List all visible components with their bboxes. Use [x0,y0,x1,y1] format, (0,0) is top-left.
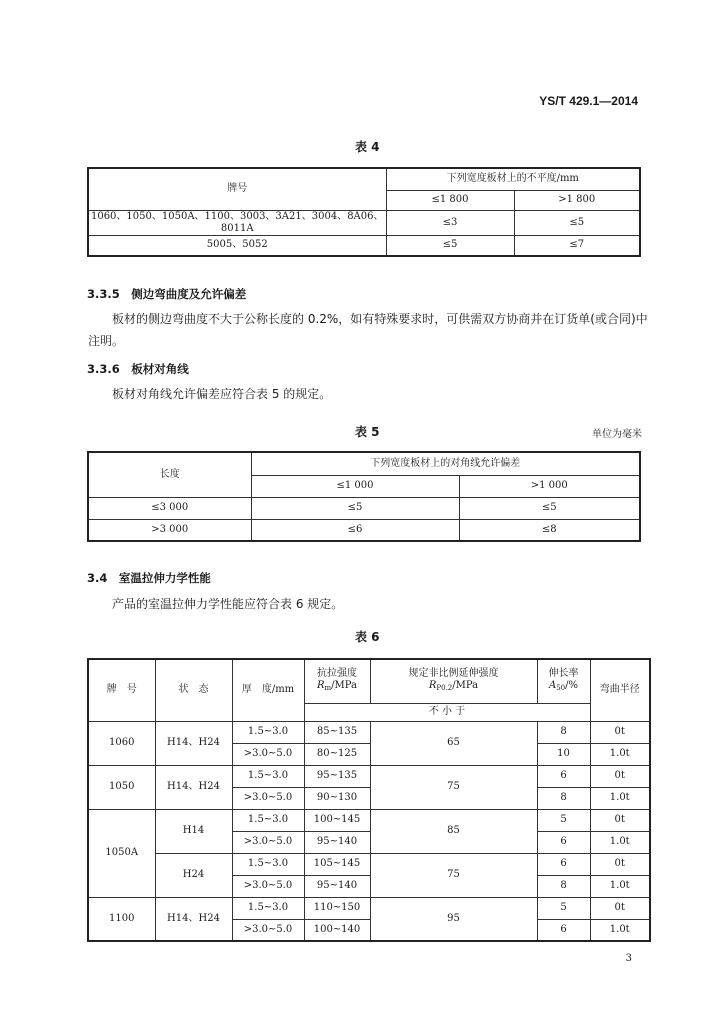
table6 [87,658,651,942]
table6-bend-cell: 0t [590,721,650,743]
table5-subheader: ≤1 000 [251,475,459,497]
table6-thickness-cell: >3.0~5.0 [232,787,304,809]
table6-header-tensile [304,659,370,703]
table6-bend-cell: 0t [590,765,650,787]
table6-temper-cell: H14、H24 [155,765,232,809]
table6-bend-cell: 1.0t [590,787,650,809]
table5-value-cell: ≤6 [251,519,459,541]
table4-header-group: 下列宽度板材上的不平度/mm [386,168,640,190]
table6-tensile-cell: 95~140 [304,831,370,853]
table6-elong-cell: 8 [537,721,590,743]
table4-caption: 表 4 [355,140,380,154]
table6-elong-cell: 8 [537,875,590,897]
table6-header-grade: 牌 号 [88,659,155,721]
section-3-4-title: 3.4 室温拉伸力学性能 [87,571,211,585]
table6-header-yield [370,659,537,703]
table6-caption: 表 6 [355,630,380,644]
standard-code: YS/T 429.1—2014 [539,94,638,108]
table6-header-thickness: 厚 度/mm [232,659,304,721]
yield-label: 规定非比例延伸强度 [408,668,499,680]
table6-elong-cell: 5 [537,809,590,831]
table6-grade-cell: 1050A [88,809,155,897]
table4-value-cell: ≤3 [386,210,514,235]
table4-grade-cell: 5005、5052 [88,235,386,256]
table6-tensile-cell: 80~125 [304,743,370,765]
table6-grade-cell: 1050 [88,765,155,809]
table6-grade-cell: 1060 [88,721,155,765]
table-row [88,721,650,743]
section-3-3-6-title: 3.3.6 板材对角线 [87,362,189,376]
table6-yield-cell: 95 [370,897,537,941]
table6-temper-cell: H14 [155,809,232,853]
table6-tensile-cell: 110~150 [304,897,370,919]
table4-value-cell: ≤5 [514,210,640,235]
table5-length-cell: >3 000 [88,519,251,541]
table-row [88,853,650,875]
table6-tensile-cell: 95~135 [304,765,370,787]
table5 [87,451,641,542]
tensile-symbol: $R_m$/MPa [316,680,358,693]
table6-thickness-cell: 1.5~3.0 [232,721,304,743]
table4-grade-cell: 1060、1050、1050A、1100、3003、3A21、3004、8A06、8011A [88,210,386,235]
table6-bend-cell: 1.0t [590,875,650,897]
table6-yield-cell: 75 [370,765,537,809]
section-3-3-5-title: 3.3.5 侧边弯曲度及允许偏差 [87,287,247,301]
section-3-3-5-body: 板材的侧边弯曲度不大于公称长度的 0.2%，如有特殊要求时，可供需双方协商并在订货单(或合同)中注明。 [88,312,648,348]
table5-value-cell: ≤5 [459,497,640,519]
table4-value-cell: ≤7 [514,235,640,256]
table-row [88,497,640,519]
table6-grade-cell: 1100 [88,897,155,941]
table5-caption: 表 5 [355,425,380,439]
table6-elong-cell: 8 [537,787,590,809]
table6-elong-cell: 6 [537,919,590,941]
table5-unit: 单位为毫米 [592,429,642,440]
section-3-3-6-body: 板材对角线允许偏差应符合表 5 的规定。 [112,387,332,401]
table-row [88,519,640,541]
table4 [87,167,641,257]
table-row [88,809,650,831]
table6-tensile-cell: 105~145 [304,853,370,875]
table6-tensile-cell: 100~145 [304,809,370,831]
table6-thickness-cell: 1.5~3.0 [232,765,304,787]
table6-yield-cell: 75 [370,853,537,897]
table6-bend-cell: 0t [590,897,650,919]
table6-elong-cell: 6 [537,831,590,853]
table6-temper-cell: H24 [155,853,232,897]
table6-bend-cell: 0t [590,809,650,831]
table6-elong-cell: 6 [537,853,590,875]
table6-elong-cell: 10 [537,743,590,765]
table6-temper-cell: H14、H24 [155,897,232,941]
table6-elong-cell: 6 [537,765,590,787]
table6-not-less-than: 不 小 于 [304,703,590,721]
table6-yield-cell: 85 [370,809,537,853]
table4-subheader: >1 800 [514,190,640,210]
table-row [88,235,640,256]
tensile-label: 抗拉强度 [317,668,357,680]
table6-thickness-cell: >3.0~5.0 [232,743,304,765]
table6-thickness-cell: 1.5~3.0 [232,809,304,831]
page-number: 3 [625,953,632,964]
table5-value-cell: ≤8 [459,519,640,541]
table6-thickness-cell: 1.5~3.0 [232,897,304,919]
table4-subheader: ≤1 800 [386,190,514,210]
table6-thickness-cell: >3.0~5.0 [232,831,304,853]
table5-length-cell: ≤3 000 [88,497,251,519]
table6-thickness-cell: >3.0~5.0 [232,875,304,897]
elong-label: 伸长率 [548,668,579,680]
table-row [88,765,650,787]
section-3-4-body: 产品的室温拉伸力学性能应符合表 6 规定。 [112,597,344,611]
table6-bend-cell: 1.0t [590,831,650,853]
table6-bend-cell: 0t [590,853,650,875]
table6-thickness-cell: 1.5~3.0 [232,853,304,875]
table6-tensile-cell: 95~140 [304,875,370,897]
table6-tensile-cell: 100~140 [304,919,370,941]
table6-bend-cell: 1.0t [590,743,650,765]
table5-header-length: 长度 [88,452,251,497]
table6-header-bend: 弯曲半径 [590,659,650,721]
table6-bend-cell: 1.0t [590,919,650,941]
table6-header-temper: 状 态 [155,659,232,721]
table5-value-cell: ≤5 [251,497,459,519]
table5-subheader: >1 000 [459,475,640,497]
yield-symbol: $R_{P0.2}$/MPa [428,680,479,693]
table6-header-elong [537,659,590,703]
table6-tensile-cell: 90~130 [304,787,370,809]
table6-thickness-cell: >3.0~5.0 [232,919,304,941]
elong-symbol: $A_{50}/\%$ [548,680,579,693]
table6-temper-cell: H14、H24 [155,721,232,765]
table6-tensile-cell: 85~135 [304,721,370,743]
table4-value-cell: ≤5 [386,235,514,256]
table6-yield-cell: 65 [370,721,537,765]
table5-header-group: 下列宽度板材上的对角线允许偏差 [251,452,640,475]
table6-elong-cell: 5 [537,897,590,919]
table-row [88,210,640,235]
table-row [88,897,650,919]
table4-header-grade: 牌号 [88,168,386,210]
